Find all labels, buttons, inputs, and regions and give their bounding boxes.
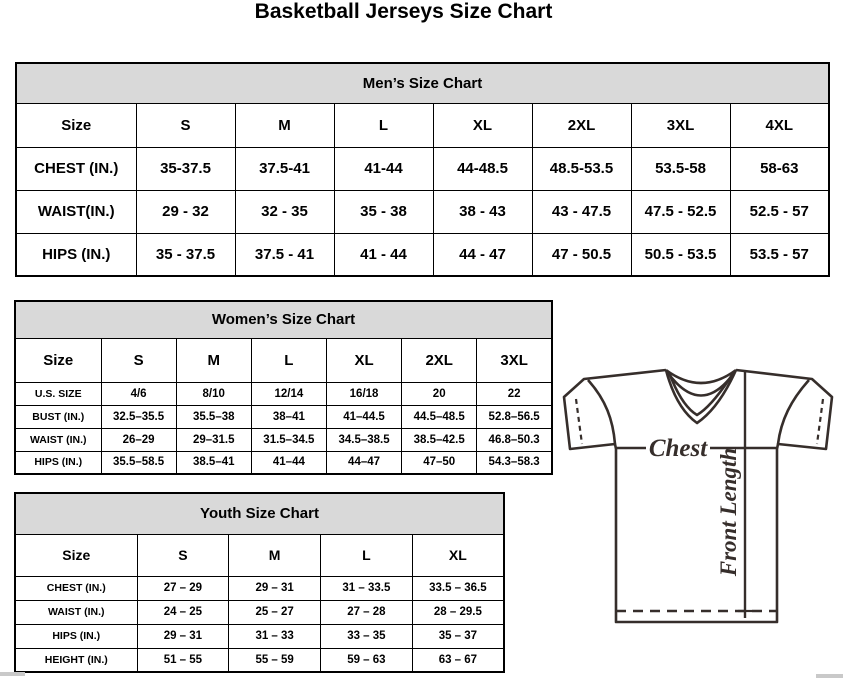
table-row bbox=[15, 451, 552, 474]
jersey-diagram bbox=[560, 352, 840, 632]
row-label: BUST (IN.) bbox=[15, 405, 101, 428]
size-cell: 4/6 bbox=[101, 382, 176, 405]
table-row bbox=[16, 190, 829, 233]
column-header: 2XL bbox=[532, 103, 631, 147]
column-header: M bbox=[235, 103, 334, 147]
size-cell: 33.5 – 36.5 bbox=[412, 576, 504, 600]
size-cell: 41–44 bbox=[251, 451, 326, 474]
table-title-row bbox=[15, 301, 552, 338]
size-cell: 25 – 27 bbox=[229, 600, 321, 624]
column-header: XL bbox=[433, 103, 532, 147]
size-cell: 29–31.5 bbox=[176, 428, 251, 451]
size-cell: 38–41 bbox=[251, 405, 326, 428]
womens-size-table bbox=[14, 300, 553, 475]
size-cell: 32.5–35.5 bbox=[101, 405, 176, 428]
table-title-row bbox=[15, 493, 504, 534]
left-armhole-seam bbox=[588, 380, 615, 444]
chest-label: Chest bbox=[648, 435, 708, 462]
size-cell: 52.8–56.5 bbox=[477, 405, 552, 428]
size-cell: 31.5–34.5 bbox=[251, 428, 326, 451]
size-cell: 53.5-58 bbox=[631, 147, 730, 190]
size-cell: 27 – 29 bbox=[137, 576, 229, 600]
table-row bbox=[15, 576, 504, 600]
row-label: HEIGHT (IN.) bbox=[15, 648, 137, 672]
size-cell: 54.3–58.3 bbox=[477, 451, 552, 474]
size-cell: 35.5–58.5 bbox=[101, 451, 176, 474]
size-cell: 22 bbox=[477, 382, 552, 405]
size-cell: 16/18 bbox=[326, 382, 401, 405]
size-cell: 58-63 bbox=[730, 147, 829, 190]
row-label: HIPS (IN.) bbox=[16, 233, 136, 276]
table-title-row bbox=[16, 63, 829, 103]
column-header: 3XL bbox=[477, 338, 552, 382]
size-cell: 29 - 32 bbox=[136, 190, 235, 233]
size-cell: 35.5–38 bbox=[176, 405, 251, 428]
table-row bbox=[15, 382, 552, 405]
size-cell: 27 – 28 bbox=[321, 600, 413, 624]
table-title: Youth Size Chart bbox=[15, 493, 504, 534]
left-cuff-dashed-line bbox=[576, 399, 582, 444]
size-cell: 35 - 38 bbox=[334, 190, 433, 233]
size-cell: 51 – 55 bbox=[137, 648, 229, 672]
size-cell: 52.5 - 57 bbox=[730, 190, 829, 233]
size-cell: 37.5-41 bbox=[235, 147, 334, 190]
size-cell: 35 – 37 bbox=[412, 624, 504, 648]
youth-size-table bbox=[14, 492, 505, 673]
size-cell: 32 - 35 bbox=[235, 190, 334, 233]
size-cell: 59 – 63 bbox=[321, 648, 413, 672]
size-cell: 53.5 - 57 bbox=[730, 233, 829, 276]
size-cell: 37.5 - 41 bbox=[235, 233, 334, 276]
column-header: Size bbox=[15, 534, 137, 576]
table-row bbox=[16, 233, 829, 276]
size-cell: 50.5 - 53.5 bbox=[631, 233, 730, 276]
row-label: WAIST(IN.) bbox=[16, 190, 136, 233]
size-cell: 47 - 50.5 bbox=[532, 233, 631, 276]
jersey-body-outline bbox=[564, 370, 832, 622]
size-cell: 44-48.5 bbox=[433, 147, 532, 190]
size-cell: 38 - 43 bbox=[433, 190, 532, 233]
column-header: 4XL bbox=[730, 103, 829, 147]
size-cell: 47–50 bbox=[402, 451, 477, 474]
size-cell: 24 – 25 bbox=[137, 600, 229, 624]
right-armhole-seam bbox=[778, 380, 809, 444]
row-label: HIPS (IN.) bbox=[15, 451, 101, 474]
front-length-label: Front Length bbox=[716, 447, 741, 577]
size-cell: 31 – 33 bbox=[229, 624, 321, 648]
column-header: 2XL bbox=[402, 338, 477, 382]
table-title: Men’s Size Chart bbox=[16, 63, 829, 103]
column-header-row bbox=[15, 534, 504, 576]
size-cell: 28 – 29.5 bbox=[412, 600, 504, 624]
column-header: S bbox=[137, 534, 229, 576]
size-cell: 41–44.5 bbox=[326, 405, 401, 428]
size-cell: 46.8–50.3 bbox=[477, 428, 552, 451]
scrollbar-fragment-right[interactable] bbox=[816, 674, 843, 678]
column-header: XL bbox=[326, 338, 401, 382]
collar-back-arc-outer bbox=[666, 370, 736, 383]
column-header: 3XL bbox=[631, 103, 730, 147]
size-cell: 29 – 31 bbox=[229, 576, 321, 600]
size-cell: 63 – 67 bbox=[412, 648, 504, 672]
size-cell: 34.5–38.5 bbox=[326, 428, 401, 451]
size-cell: 35-37.5 bbox=[136, 147, 235, 190]
size-cell: 44–47 bbox=[326, 451, 401, 474]
size-cell: 47.5 - 52.5 bbox=[631, 190, 730, 233]
jersey-outline-svg bbox=[560, 352, 840, 632]
column-header: XL bbox=[412, 534, 504, 576]
size-cell: 38.5–42.5 bbox=[402, 428, 477, 451]
table-title: Women’s Size Chart bbox=[15, 301, 552, 338]
size-cell: 31 – 33.5 bbox=[321, 576, 413, 600]
table-row bbox=[15, 624, 504, 648]
size-cell: 48.5-53.5 bbox=[532, 147, 631, 190]
size-cell: 41 - 44 bbox=[334, 233, 433, 276]
column-header-row bbox=[16, 103, 829, 147]
size-cell: 20 bbox=[402, 382, 477, 405]
size-cell: 26–29 bbox=[101, 428, 176, 451]
size-cell: 33 – 35 bbox=[321, 624, 413, 648]
table-row bbox=[16, 147, 829, 190]
row-label: U.S. SIZE bbox=[15, 382, 101, 405]
table-row bbox=[15, 405, 552, 428]
table-row bbox=[15, 600, 504, 624]
column-header: L bbox=[321, 534, 413, 576]
column-header: L bbox=[251, 338, 326, 382]
size-cell: 38.5–41 bbox=[176, 451, 251, 474]
column-header: Size bbox=[15, 338, 101, 382]
size-cell: 44 - 47 bbox=[433, 233, 532, 276]
column-header: M bbox=[229, 534, 321, 576]
column-header: S bbox=[136, 103, 235, 147]
size-cell: 8/10 bbox=[176, 382, 251, 405]
row-label: WAIST (IN.) bbox=[15, 428, 101, 451]
mens-size-table bbox=[15, 62, 830, 277]
column-header: L bbox=[334, 103, 433, 147]
column-header: M bbox=[176, 338, 251, 382]
column-header: S bbox=[101, 338, 176, 382]
size-cell: 41-44 bbox=[334, 147, 433, 190]
row-label: WAIST (IN.) bbox=[15, 600, 137, 624]
row-label: HIPS (IN.) bbox=[15, 624, 137, 648]
table-row bbox=[15, 428, 552, 451]
column-header: Size bbox=[16, 103, 136, 147]
size-cell: 35 - 37.5 bbox=[136, 233, 235, 276]
table-row bbox=[15, 648, 504, 672]
row-label: CHEST (IN.) bbox=[15, 576, 137, 600]
size-cell: 29 – 31 bbox=[137, 624, 229, 648]
scrollbar-fragment-left[interactable] bbox=[0, 672, 25, 676]
page-title: Basketball Jerseys Size Chart bbox=[254, 0, 553, 23]
column-header-row bbox=[15, 338, 552, 382]
size-cell: 12/14 bbox=[251, 382, 326, 405]
right-cuff-dashed-line bbox=[817, 399, 823, 444]
size-cell: 55 – 59 bbox=[229, 648, 321, 672]
size-cell: 43 - 47.5 bbox=[532, 190, 631, 233]
size-cell: 44.5–48.5 bbox=[402, 405, 477, 428]
row-label: CHEST (IN.) bbox=[16, 147, 136, 190]
